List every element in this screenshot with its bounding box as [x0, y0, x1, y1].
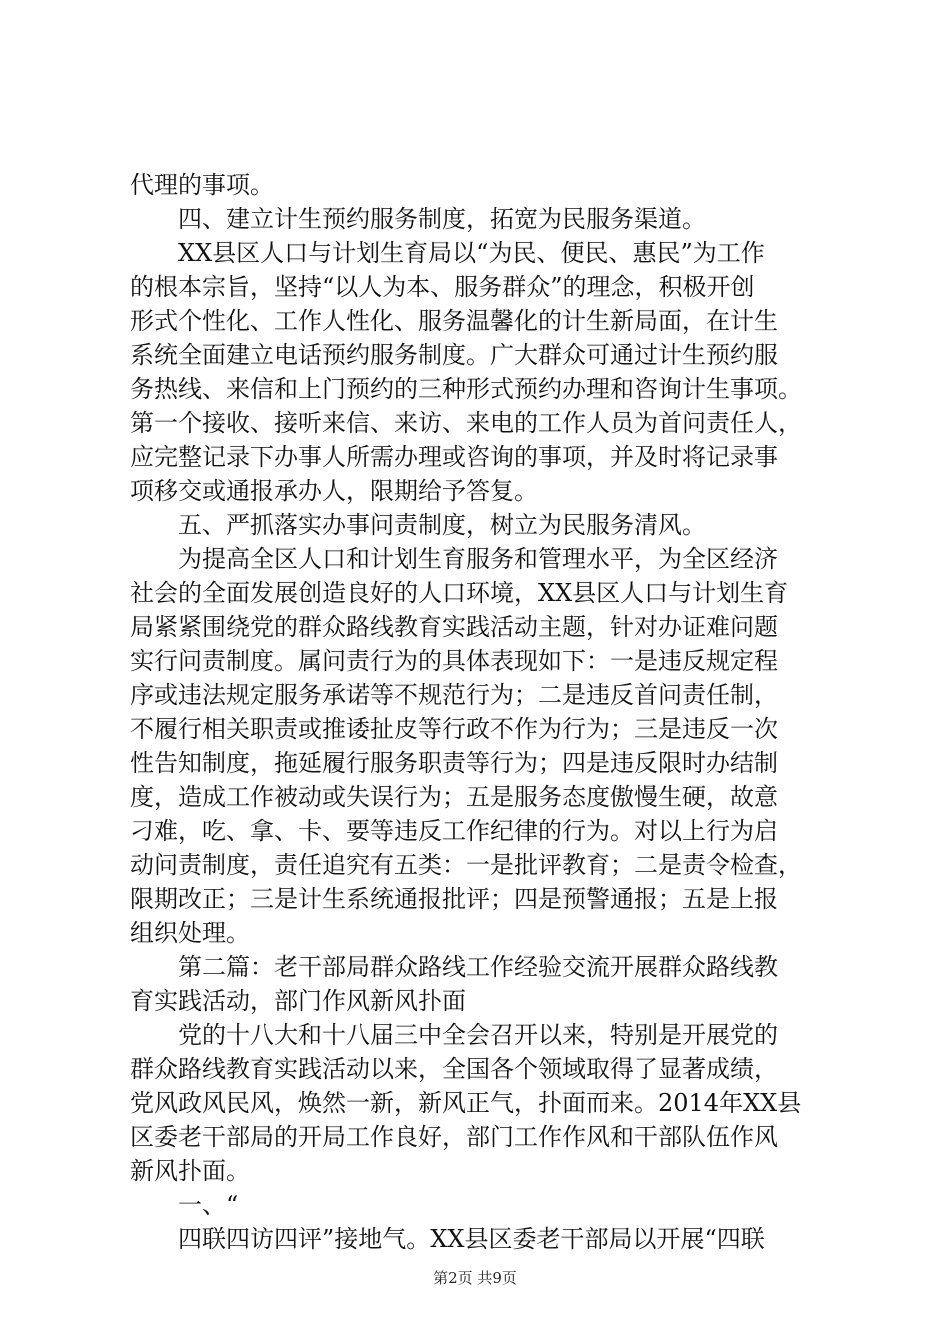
text-line: 不履行相关职责或推诿扯皮等行政不作为行为；三是违反一次	[130, 715, 778, 743]
text-line: 系统全面建立电话预约服务制度。广大群众可通过计生预约服	[130, 341, 778, 369]
text-line: 动问责制度，责任追究有五类：一是批评教育；二是责令检查，	[130, 851, 802, 879]
text-line: 应完整记录下办事人所需办理或咨询的事项，并及时将记录事	[130, 443, 778, 471]
text-line: 性告知制度，拖延履行服务职责等行为；四是违反限时办结制	[130, 749, 778, 777]
text-line: 第一个接收、接听来信、来访、来电的工作人员为首问责任人，	[130, 409, 802, 437]
text-line: 限期改正；三是计生系统通报批评；四是预警通报；五是上报	[130, 885, 778, 913]
text-line: 度，造成工作被动或失误行为；五是服务态度傲慢生硬，故意	[130, 783, 778, 811]
text-line: 四联四访四评”接地气。XX县区委老干部局以开展“四联	[130, 1225, 765, 1253]
text-line: 党风政风民风，焕然一新，新风正气，扑面而来。2014年XX县	[130, 1089, 802, 1117]
text-line: 实行问责制度。属问责行为的具体表现如下：一是违反规定程	[130, 647, 778, 675]
text-line: 组织处理。	[130, 919, 250, 947]
text-line: 党的十八大和十八届三中全会召开以来，特别是开展党的	[130, 1021, 778, 1049]
text-line: XX县区人口与计划生育局以“为民、便民、惠民”为工作	[130, 239, 765, 267]
chapter-heading: 第二篇：老干部局群众路线工作经验交流开展群众路线教	[130, 953, 778, 981]
text-line: 区委老干部局的开局工作良好，部门工作作风和干部队伍作风	[130, 1123, 778, 1151]
section-heading: 一、“	[130, 1191, 239, 1219]
text-line: 群众路线教育实践活动以来，全国各个领域取得了显著成绩，	[130, 1055, 778, 1083]
text-line: 项移交或通报承办人，限期给予答复。	[130, 477, 538, 505]
text-line: 社会的全面发展创造良好的人口环境，XX县区人口与计划生育	[130, 579, 789, 607]
text-line: 形式个性化、工作人性化、服务温馨化的计生新局面，在计生	[130, 307, 778, 335]
text-line: 刁难，吃、拿、卡、要等违反工作纪律的行为。对以上行为启	[130, 817, 778, 845]
text-line: 序或违法规定服务承诺等不规范行为；二是违反首问责任制，	[130, 681, 778, 709]
page-footer: 第2页 共9页	[433, 1269, 517, 1287]
text-line: 务热线、来信和上门预约的三种形式预约办理和咨询计生事项。	[130, 375, 802, 403]
section-heading: 五、严抓落实办事问责制度，树立为民服务清风。	[130, 511, 706, 539]
text-line: 新风扑面。	[130, 1157, 250, 1185]
chapter-heading: 育实践活动，部门作风新风扑面	[130, 987, 466, 1015]
text-line: 为提高全区人口和计划生育服务和管理水平，为全区经济	[130, 545, 778, 573]
section-heading: 四、建立计生预约服务制度，拓宽为民服务渠道。	[130, 205, 706, 233]
text-line: 代理的事项。	[130, 171, 274, 199]
text-line: 局紧紧围绕党的群众路线教育实践活动主题，针对办证难问题	[130, 613, 778, 641]
text-line: 的根本宗旨，坚持“以人为本、服务群众”的理念，积极开创	[130, 273, 755, 301]
